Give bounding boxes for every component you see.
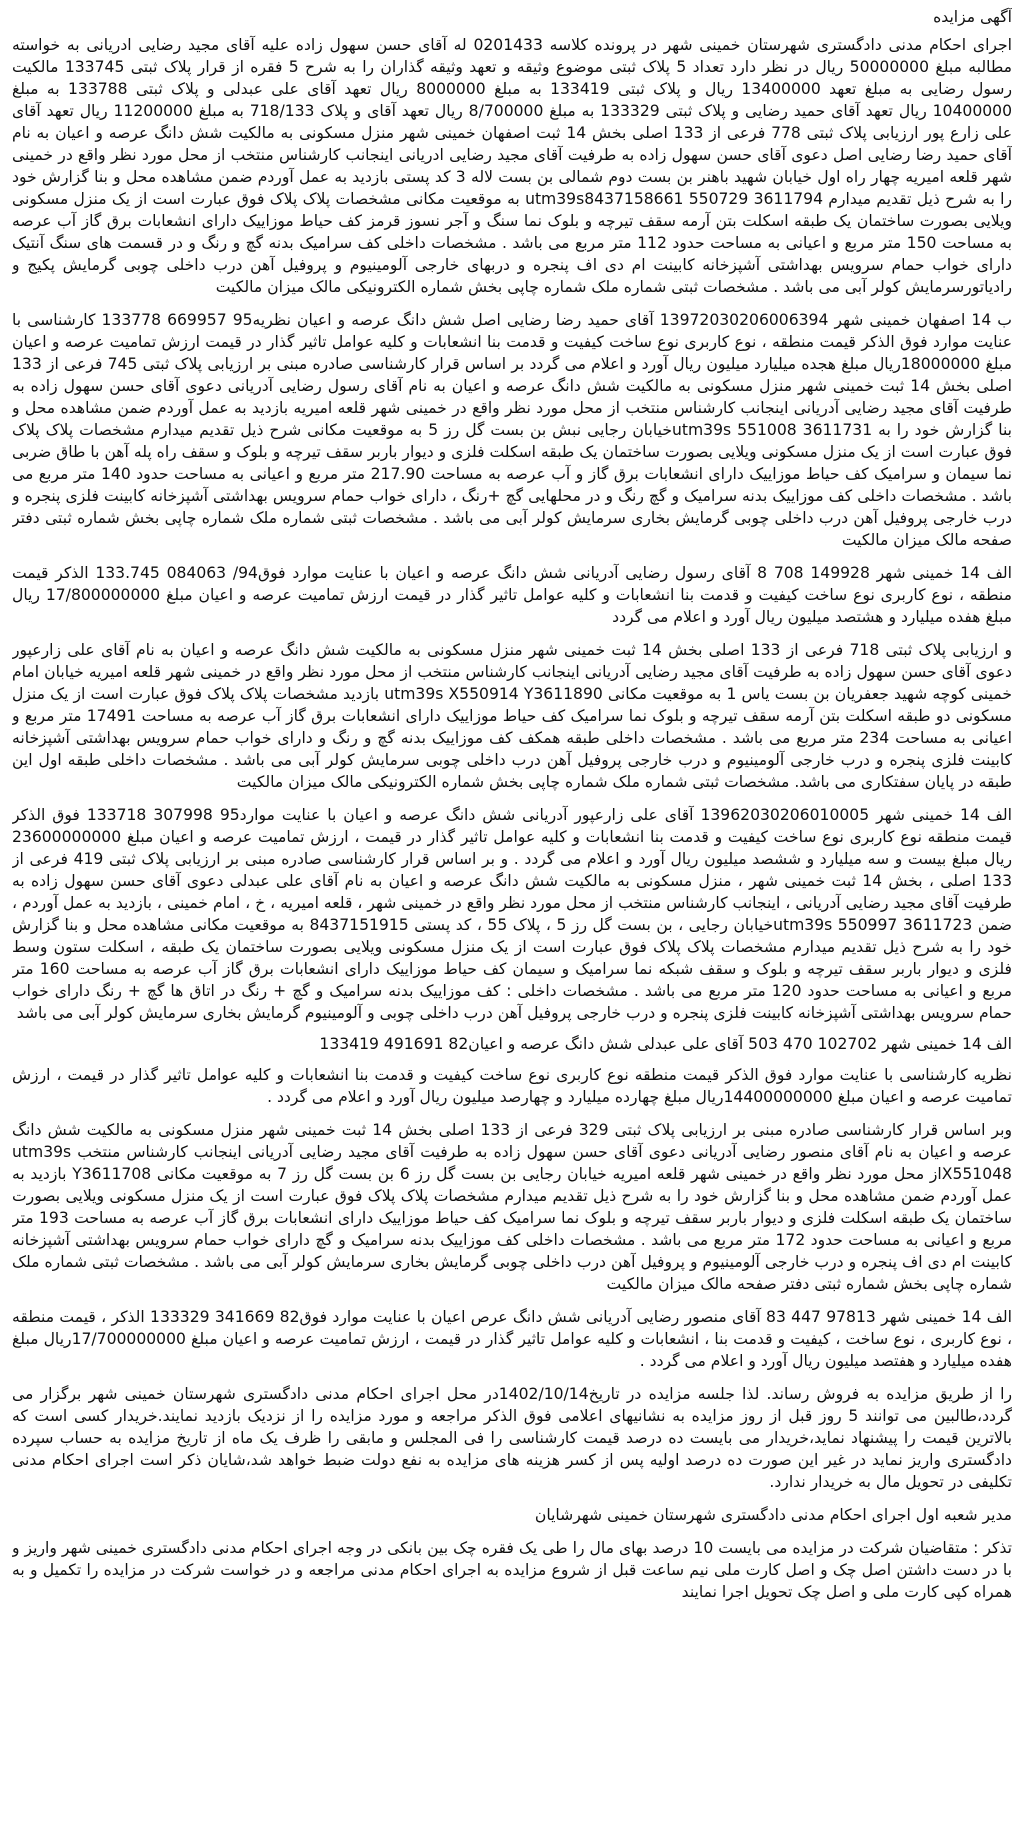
paragraph-plate-329: وبر اساس قرار کارشناسی صادره مبنی بر ارزیابی پلاک ثبتی 329 فرعی از 133 اصلی بخش 14 ثبت خمینی شهر منزل مسکونی به مالکیت شش دانگ عرصه و اعیان به نام آقای منصور رضایی آدریانی دعوی آقای حسن سهول زاده به طرفیت آقای مجید رضایی آدریانی اینجانب کارشناس منتخب utm39s X551048از محل مورد نظر واقع در خمینی شهر قلعه امیریه خیابان رجایی بن بست گل رز 6 بن بست گل رز 7 به موقعیت مکانی Y3611708 بازدید به عمل آوردم ضمن مشاهده محل و بنا گزارش خود را به شرح ذیل تقدیم میدارم مشخصات پلاک پلاک فوق عبارت است از یک منزل مسکونی ویلایی بصورت ساختمان یک طبقه اسکلت فلزی و دیوار باربر سقف تیرچه و بلوک نما سرامیک کف حیاط موزاییک دارای انشعابات برق گاز آب عرصه به مساحت 193 متر مربع و اعیانی به مساحت حدود 172 متر مربع می باشد . مشخصات داخلی کف موزاییک بدنه سرامیک و گچ دارای خواب حمام سرویس بهداشتی آشپزخانه کابینت ام دی اف پنجره و درب خارجی آلومینیوم و پروفیل آهن درب داخلی چوبی گرمایش بخاری سرمایش کولر آبی می باشد . مشخصات ثبتی شماره ملک شماره چاپی بخش شماره ثبتی دفتر صفحه مالک میزان مالکیت xyxy=(12,1121,1012,1293)
paragraph-plate-133745: الف 14 خمینی شهر 149928 708 8 آقای رسول رضایی آدریانی شش دانگ عرصه و اعیان با عنایت موارد فوق94/ 084063 133.745 الذکر قیمت منطقه ، نوع کاربری نوع ساخت کیفیت و قدمت بنا انشعابات و کلیه عوامل تاثیر گذار در قیمت ارزش تمامیت عرصه و اعیان مبلغ 17/800000000 ریال مبلغ هفده میلیارد و هشتصد میلیون ریال آورد و اعلام می گردد xyxy=(12,564,1012,626)
paragraph-plate-133718: الف 14 خمینی شهر 13962030206010005 آقای علی زارعپور آدریانی شش دانگ عرصه و اعیان با عنایت موارد95 307998 133718 فوق الذکر قیمت منطقه نوع کاربری نوع ساخت کیفیت و قدمت بنا انشعابات و کلیه عوامل تاثیر گذار در قیمت ، ارزش تمامیت عرصه و اعیان مبلغ 23600000000 ریال مبلغ بیست و سه میلیارد و ششصد میلیون ریال آورد و اعلام می گردد . و بر اساس قرار کارشناسی صادره مبنی بر ارزیابی پلاک ثبتی 419 فرعی از 133 اصلی ، بخش 14 ثبت خمینی شهر ، منزل مسکونی به مالکیت شش دانگ عرصه و اعیان به نام آقای علی عبدلی دعوی آقای حسن سهول زاده به طرفیت آقای مجید رضایی آدریانی ، اینجانب کارشناس منتخب از محل مورد نظر واقع در خمینی شهر ، قلعه امیریه ، خ ، امام خمینی ، بازدید به عمل آوردم ، ضمن 3611723 550997 utm39sخیابان رجایی ، بن بست گل رز 5 ، پلاک 55 ، کد پستی 8437151915 به موقعیت مکانی مشاهده محل و بنا گزارش خود را به شرح ذیل تقدیم میدارم مشخصات پلاک پلاک فوق عبارت است از یک منزل مسکونی ویلایی بصورت ساختمان یک طبقه ، اسکلت ستون وسط فلزی و دیوار باربر سقف تیرچه و بلوک و سقف شبکه نما سرامیک و سیمان کف حیاط موزاییک دارای انشعابات برق گاز آب عرصه به مساحت 160 متر مربع و اعیانی به مساحت حدود 120 متر مربع می باشد . مشخصات داخلی : کف موزاییک بدنه سرامیک و گچ + رنگ در اتاق ها گچ + رنگ دارای خواب حمام سرویس بهداشتی آشپزخانه کابینت فلزی پنجره و درب خارجی پروفیل آهن درب داخلی چوبی و آلومینیوم گرمایش بخاری سرمایش کولر آبی می باشد xyxy=(12,806,1012,1022)
notice-title: آگهی مزایده xyxy=(933,8,1012,26)
paragraph-plate-133778: ب 14 اصفهان خمینی شهر 13972030206006394 آقای حمید رضا رضایی اصل شش دانگ عرصه و اعیان نظریه95 669957 133778 کارشناسی با عنایت موارد فوق الذکر قیمت منطقه ، نوع کاربری نوع ساخت کیفیت و قدمت بنا انشعابات و کلیه عوامل تاثیر گذار در قیمت ارزش تمامیت عرصه و اعیان مبلغ 18000000ریال مبلغ هجده میلیارد میلیون ریال آورد و اعلام می گردد بر اساس قرار کارشناسی صادره مبنی بر ارزیابی پلاک ثبتی 745 فرعی از 133 اصلی بخش 14 ثبت خمینی شهر منزل مسکونی به مالکیت شش دانگ عرصه و اعیان به نام آقای رسول رضایی آدریانی دعوی آقای حسن سهول زاده به طرفیت آقای مجید رضایی آدریانی اینجانب کارشناس منتخب از محل مورد نظر واقع در خمینی شهر قلعه امیریه بازدید به عمل آوردم ضمن مشاهده محل و بنا گزارش خود را به 3611731 551008 utm39sخیابان رجایی نبش بن بست گل رز 5 به موقعیت مکانی شرح ذیل تقدیم میدارم مشخصات پلاک پلاک فوق عبارت است از یک منزل مسکونی ویلایی بصورت ساختمان یک طبقه اسکلت فلزی و دیوار باربر سقف تیرچه و بلوک و سقف راه پله آهن با طاق ضربی نما سیمان و سرامیک کف حیاط موزاییک دارای انشعابات برق گاز و آب عرصه به مساحت 217.90 متر مربع و اعیانی به مساحت حدود 140 متر مربع می باشد . مشخصات داخلی کف موزاییک بدنه سرامیک و گچ رنگ و در محلهایی گچ +رنگ ، دارای خواب حمام سرویس بهداشتی آشپزخانه کابینت فلزی پنجره و درب خارجی پروفیل آهن درب داخلی چوبی گرمایش بخاری سرمایش کولر آبی می باشد . مشخصات ثبتی شماره ملک شماره چاپی بخش شماره ثبتی دفتر صفحه مالک میزان مالکیت xyxy=(12,311,1012,549)
paragraph-intro: اجرای احکام مدنی دادگستری شهرستان خمینی شهر در پرونده کلاسه 0201433 له آقای حسن سهول زاده علیه آقای مجید رضایی ادریانی به خواسته مطالبه مبلغ 50000000 ریال در نظر دارد تعداد 5 پلاک ثبتی موضوع وثیقه و تعهد وثیقه گذاران را به شرح 5 فقره از قرار پلاک ثبتی 133745 مالکیت رسول رضایی به مبلغ تعهد 13400000 ریال و پلاک ثبتی 133419 به مبلغ 8000000 ریال تعهد آقای علی عبدلی و پلاک ثبتی 133788 به مبلغ 10400000 ریال تعهد آقای حمید رضایی و پلاک ثبتی 133329 به مبلغ 8/700000 ریال تعهد آقای و پلاک 718/133 به مبلغ 11200000 ریال تعهد آقای علی زارع پور ارزیابی پلاک ثبتی 778 فرعی از 133 اصلی بخش 14 ثبت اصفهان خمینی شهر منزل مسکونی به مالکیت شش دانگ عرصه و اعیان به نام آقای حمید رضا رضایی اصل دعوی آقای حسن سهول زاده به طرفیت آقای مجید رضایی ادریانی اینجانب کارشناس منتخب از محل مورد نظر واقع در خمینی شهر قلعه امیریه چهار راه اول خیابان شهید باهنر بن بست دوم شمالی بن بست لاله 3 کد پستی بازدید به عمل آوردم ضمن مشاهده محل و بنا گزارش خود را به شرح ذیل تقدیم میدارم 3611794 550729 utm39s8437158661 به موقعیت مکانی مشخصات پلاک پلاک فوق عبارت است از یک منزل مسکونی ویلایی بصورت ساختمان یک طبقه اسکلت بتن آرمه سقف تیرچه و بلوک نما سنگ و آجر نسوز قرمز کف حیاط موزاییک دارای انشعابات برق گاز آب عرصه به مساحت 150 متر مربع و اعیانی به مساحت حدود 112 متر مربع می باشد . مشخصات داخلی کف سرامیک بدنه گچ و رنگ و در قسمت های سنگ آنتیک دارای خواب حمام سرویس بهداشتی آشپزخانه کابینت ام دی اف پنجره و دربهای خارجی آلومینیوم و پروفیل آهن درب داخلی چوبی گرمایش پکیج و رادیاتورسرمایش کولر آبی می باشد . مشخصات ثبتی شماره ملک شماره چاپی بخش شماره الکترونیکی مالک میزان مالکیت xyxy=(12,36,1012,296)
paragraph-auction-terms: را از طریق مزایده به فروش رساند. لذا جلسه مزایده در تاریخ1402/10/14در محل اجرای احکام مدنی دادگستری شهرستان خمینی شهر برگزار می گردد،طالبین می توانند 5 روز قبل از روز مزایده به نشانیهای اعلامی فوق الذکر مراجعه و مورد مزایده را از نزدیک بازدید نمایند.خریدار کسی است که بالاترین قیمت را پیشنهاد نماید،خریدار می بایست ده درصد قیمت کارشناسی را فی المجلس و مابقی را ظرف یک ماه از تاریخ مزایده به حساب سپرده دادگستری واریز نماید در غیر این صورت ده درصد اولیه پس از کسر هزینه های مزایده به نفع دولت ضبط خواهد شد،شایان ذکر است اجرای احکام مدنی تکلیفی در تحویل مال به خریدار ندارد. xyxy=(12,1385,1012,1491)
paragraph-plate-718: و ارزیابی پلاک ثبتی 718 فرعی از 133 اصلی بخش 14 ثبت خمینی شهر منزل مسکونی به مالکیت شش دانگ عرصه و اعیان به نام آقای علی زارعپور دعوی آقای حسن سهول زاده به طرفیت آقای مجید رضایی آدریانی اینجانب کارشناس منتخب از محل مورد نظر واقع در خمینی شهر قلعه امیریه خیابان امام خمینی کوچه شهید جعفریان بن بست یاس 1 به موقعیت مکانی utm39s X550914 Y3611890 بازدید مشخصات پلاک پلاک فوق عبارت است از یک منزل مسکونی دو طبقه اسکلت بتن آرمه سقف تیرچه و بلوک نما سرامیک کف حیاط موزاییک دارای انشعابات برق گاز آب عرصه به مساحت 17491 متر مربع و اعیانی به مساحت 234 متر مربع می باشد . مشخصات داخلی طبقه همکف کف موزاییک بدنه گچ و رنگ و دارای خواب حمام سرویس بهداشتی آشپزخانه کابینت فلزی پنجره و درب خارجی آلومینیوم و درب خارجی پروفیل آهن درب داخلی چوبی سرمایش کولر آبی می باشد . مشخصات داخلی طبقه اول این طبقه در پایان سفتکاری می باشد. مشخصات ثبتی شماره ملک شماره چاپی بخش شماره الکترونیکی مالک میزان مالکیت xyxy=(12,641,1012,791)
paragraph-plate-133419-header: الف 14 خمینی شهر 102702 470 503 آقای علی عبدلی شش دانگ عرصه و اعیان82 491691 133419 xyxy=(319,1035,1012,1053)
signature-line: مدیر شعبه اول اجرای احکام مدنی دادگستری شهرستان خمینی شهرشایان xyxy=(534,1506,1012,1524)
auction-notice xyxy=(12,6,1012,1832)
paragraph-plate-133419-valuation: نظریه کارشناسی با عنایت موارد فوق الذکر قیمت منطقه نوع کاربری نوع ساخت کیفیت و قدمت بنا انشعابات و کلیه عوامل تاثیر گذار در قیمت ، ارزش تمامیت عرصه و اعیان مبلغ 14400000000ریال مبلغ چهارده میلیارد و چهارصد میلیون ریال آورد و اعلام می گردد . xyxy=(12,1066,1012,1106)
note-paragraph: تذکر : متقاضیان شرکت در مزایده می بایست 10 درصد بهای مال را طی یک فقره چک بین بانکی در وجه اجرای احکام مدنی دادگستری خمینی شهر واریز و با در دست داشتن اصل چک و اصل کارت ملی نیم ساعت قبل از شروع مزایده به اجرای احکام مدنی مراجعه و در خواست شرکت در مزایده را تکمیل و به همراه کپی کارت ملی و اصل چک تحویل اجرا نمایند xyxy=(12,1539,1012,1601)
paragraph-plate-133329: الف 14 خمینی شهر 97813 447 83 آقای منصور رضایی آدریانی شش دانگ عرص اعیان با عنایت موارد فوق82 341669 133329 الذکر ، قیمت منطقه ، نوع کاربری ، نوع ساخت ، کیفیت و قدمت بنا ، انشعابات و کلیه عوامل تاثیر گذار در قیمت ، ارزش تمامیت عرصه و اعیان مبلغ 17/700000000ریال مبلغ هفده میلیارد و هفتصد میلیون ریال آورد و اعلام می گردد . xyxy=(12,1308,1012,1370)
